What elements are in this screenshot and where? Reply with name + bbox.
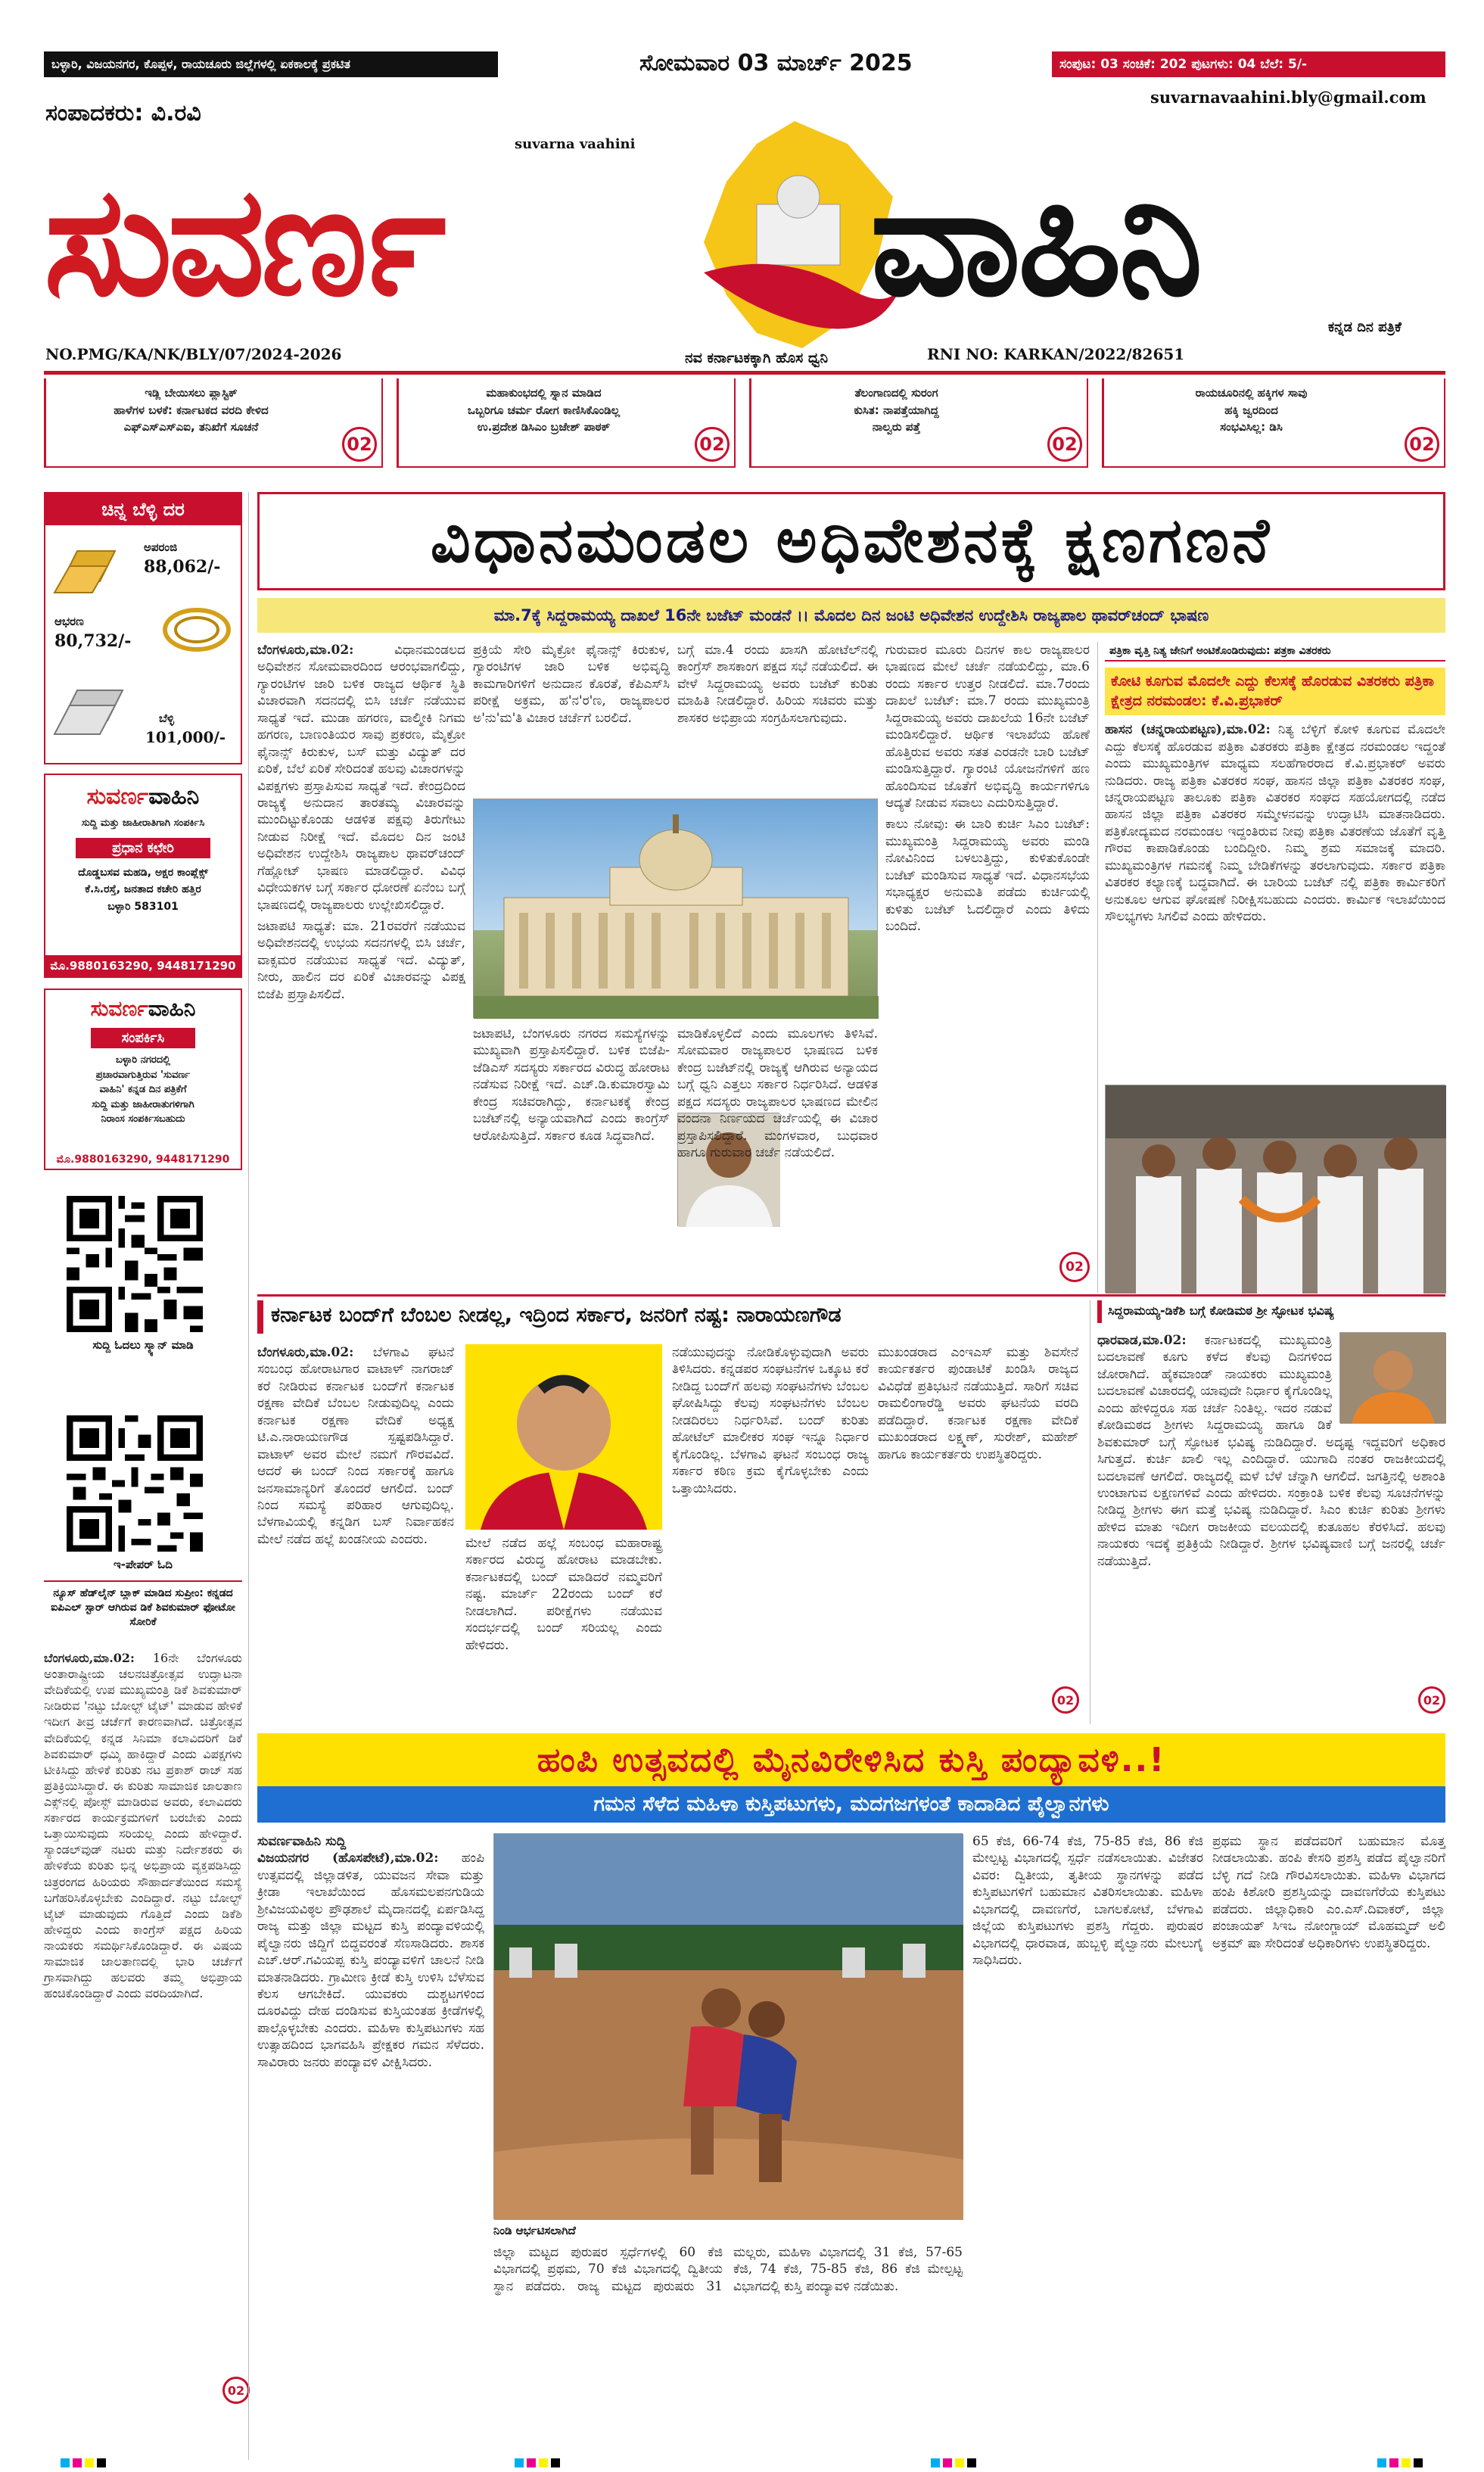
lead-col4-text: ಗುರುವಾರ ಮೂರು ದಿನಗಳ ಕಾಲ ರಾಜ್ಯಪಾಲರ ಭಾಷಣದ ಮೇಲೆ ಚರ್ಚೆ ನಡೆಯಲಿದ್ದು, ಮಾ.6 ರಂದು ಸರ್ಕಾರ ಉತ್ತರ ನೀಡಲಿದೆ. ಮಾ.7ರಂದು ದಾಖಲೆ ಬಜೆಟ್: ಮಾ.7 ರಂದು ಮುಖ್ಯಮಂತ್ರಿ ಸಿದ್ದರಾಮಯ್ಯ ಅವರು ದಾಖಲೆಯ 16ನೇ ಬಜೆಟ್ ಮಂಡಿಸಲಿದ್ದಾರೆ. ಆರ್ಥಿಕ ಇಲಾಖೆಯ ಹೊಣೆ ಹೊತ್ತಿರುವ ಅವರು ಸತತ ಎರಡನೇ ಬಾರಿ ಬಜೆಟ್ ಮಂಡಿಸುತ್ತಿದ್ದಾರೆ. ಗ್ಯಾರಂಟಿ ಯೋಜನೆಗಳಿಗೆ ಹಣ ಹೊಂದಿಸುವ ಜೊತೆಗೆ ಅಭಿವೃದ್ಧಿ ಕಾರ್ಯಗಳಿಗೂ ಆದ್ಯತೆ ನೀಡುವ ಸವಾಲು ಎದುರಿಸುತ್ತಿದ್ದಾರೆ. <box>885 643 1090 811</box>
contact-ad-1 <box>44 774 242 978</box>
hampi-story <box>257 1733 1445 2452</box>
teaser-1-line-1: ಇಡ್ಲಿ ಬೇಯಿಸಲು ಪ್ಲಾಸ್ಟಿಕ್ <box>145 386 238 400</box>
teaser-1-line-3: ಎಫ್‌ಎಸ್‌ಎಸ್‌ಎಐ, ತನಿಖೆಗೆ ಸೂಚನೆ <box>123 420 259 434</box>
teaser-1-page: 02 <box>342 427 377 462</box>
aabharana-value: 80,732/- <box>54 631 132 651</box>
gold-value: 88,062/- <box>144 557 221 577</box>
teaser-2-line-1: ಮಹಾಕುಂಭದಲ್ಲಿ ಸ್ನಾನ ಮಾಡಿದ <box>486 386 602 400</box>
felicitation-photo <box>1105 1085 1445 1293</box>
sidebar-story-dateline: ಬೆಂಗಳೂರು,ಮಾ.02: <box>44 1651 135 1665</box>
rni-number: RNI NO: KARKAN/2022/82651 <box>927 345 1185 363</box>
vidhana-soudha-photo <box>473 799 878 1018</box>
gold-label: ಅಪರಂಜಿ <box>144 540 178 554</box>
hampi-dateline: ವಿಜಯನಗರ (ಹೊಸಪೇಟೆ),ಮಾ.02: <box>257 1851 439 1866</box>
lead-dateline: ಬೆಂಗಳೂರು,ಮಾ.02: <box>257 643 354 658</box>
masthead-left: ಸುವರ್ಣ <box>44 154 442 330</box>
lead-col1b-text: ಜಟಾಪಟಿ ಸಾಧ್ಯತೆ: ಮಾ. 21ರವರೆಗೆ ನಡೆಯುವ ಅಧಿವೇಶನದಲ್ಲಿ ಉಭಯ ಸದನಗಳಲ್ಲಿ ಬಿಸಿ ಚರ್ಚೆ, ವಾಕ್ಸಮರ ನಡೆಯುವ ಸಾಧ್ಯತೆ ಇದೆ. ವಿದ್ಯುತ್, ನೀರು, ಹಾಲಿನ ದರ ಏರಿಕೆ ವಿಚಾರವನ್ನು ವಿಪಕ್ಷ ಬಿಜೆಪಿ ಪ್ರಸ್ತಾಪಿಸಲಿದೆ. <box>257 919 465 1002</box>
lead-divider <box>1097 642 1098 1293</box>
lead-col3-text: ಬಗ್ಗೆ ಮಾ.4 ರಂದು ಖಾಸಗಿ ಹೋಟೆಲ್‌ನಲ್ಲಿ ಕಾಂಗ್ರೆಸ್ ಶಾಸಕಾಂಗ ಪಕ್ಷದ ಸಭೆ ನಡೆಯಲಿದೆ. ಈ ವೇಳೆ ಸಿದ್ದರಾಮಯ್ಯ ಅವರು ಬಜೆಟ್ ಕುರಿತು ಮಾಹಿತಿ ನೀಡಲಿದ್ದಾರೆ. ಹಿರಿಯ ಸಚಿವರು ಮತ್ತು ಶಾಸಕರ ಅಭಿಪ್ರಾಯ ಸಂಗ್ರಹಿಸಲಾಗುವುದು. <box>677 643 878 726</box>
lead-col-4 <box>885 642 1090 1293</box>
ad2-title: ಸಂಪರ್ಕಿಸಿ <box>91 1028 195 1048</box>
hampi-col4-text: ಪ್ರಥಮ ಸ್ಥಾನ ಪಡೆದವರಿಗೆ ಬಹುಮಾನ ಮೊತ್ತ ನೀಡಲಾಯಿತು. ಹಂಪಿ ಕೇಸರಿ ಪ್ರಶಸ್ತಿ ಪಡೆದ ಪೈಲ್ವಾನರಿಗೆ ಬೆಳ್ಳಿ ಗದೆ ನೀಡಿ ಗೌರವಿಸಲಾಯಿತು. ಮಹಿಳಾ ವಿಭಾಗದ ಹಂಪಿ ಕಿಶೋರಿ ಪ್ರಶಸ್ತಿಯನ್ನು ದಾವಣಗೆರೆಯ ಕುಸ್ತಿಪಟು ಪಡೆದರು. ಜಿಲ್ಲಾಧಿಕಾರಿ ಎಂ.ಎಸ್.ದಿವಾಕರ್, ಜಿಲ್ಲಾ ಪಂಚಾಯತ್ ಸಿಇಒ ನೋಂಗ್ಜಾಯ್ ಮೊಹಮ್ಮದ್ ಅಲಿ ಅಕ್ರಮ್ ಷಾ ಸೇರಿದಂತೆ ಅಧಿಕಾರಿಗಳು ಉಪಸ್ಥಿತರಿದ್ದರು. <box>1212 1834 1445 1951</box>
teaser-3-page: 02 <box>1047 427 1082 462</box>
sidebar-story-page: 02 <box>222 2377 250 2404</box>
ad2-line-4: ಸುದ್ದಿ ಮತ್ತು ಜಾಹೀರಾತುಗಳಿಗಾಗಿ <box>92 1098 194 1110</box>
teaser-4-page: 02 <box>1405 427 1439 462</box>
teaser-row <box>44 378 1445 469</box>
bandh-story-page: 02 <box>1052 1686 1079 1714</box>
hampi-col-2 <box>493 2244 963 2445</box>
bandh-col-2 <box>465 1535 662 1723</box>
silver-bar-icon <box>54 668 130 736</box>
hampi-reporter: ಸುವರ್ಣವಾಹಿನಿ ಸುದ್ದಿ <box>257 1834 347 1849</box>
editor-name: ಸಂಪಾದಕರು: ವಿ.ರವಿ <box>45 100 201 126</box>
wrestling-photo <box>493 1833 963 2219</box>
hampi-banner <box>257 1733 1445 1786</box>
bandh-story <box>257 1300 1082 1724</box>
teaser-4[interactable] <box>1102 378 1445 468</box>
bandh-col4-text: ಮುಖಂಡರಾದ ಎಂಇಎಸ್ ಮತ್ತು ಶಿವಸೇನೆ ಕಾರ್ಯಕರ್ತರ ಪುಂಡಾಟಿಕೆ ಖಂಡಿಸಿ ರಾಜ್ಯದ ವಿವಿಧೆಡೆ ಪ್ರತಿಭಟನೆ ನಡೆಯುತ್ತಿದೆ. ಸಾರಿಗೆ ಸಚಿವ ರಾಮಲಿಂಗಾರೆಡ್ಡಿ ಅವರು ಘಟನೆಯ ವರದಿ ಪಡೆದಿದ್ದಾರೆ. ಕರ್ನಾಟಕ ರಕ್ಷಣಾ ವೇದಿಕೆ ಮುಖಂಡರಾದ ಲಕ್ಷ್ಮಣ್, ಸುರೇಶ್, ಮಹೇಶ್ ಹಾಗೂ ಕಾರ್ಯಕರ್ತರು ಉಪಸ್ಥಿತರಿದ್ದರು. <box>878 1345 1078 1462</box>
bandh-headline: ಕರ್ನಾಟಕ ಬಂದ್‌ಗೆ ಬೆಂಬಲ ನೀಡಲ್ಲ, ಇದ್ರಿಂದ ಸರ್ಕಾರ, ಜನರಿಗೆ ನಷ್ಟ: ನಾರಾಯಣಗೌಡ <box>257 1300 1082 1334</box>
ad2-line-1: ಬಳ್ಳಾರಿ ನಗರದಲ್ಲಿ <box>115 1054 171 1066</box>
lead-subhead-text: ಮಾ.7ಕ್ಕೆ ಸಿದ್ದರಾಮಯ್ಯ ದಾಖಲೆ 16ನೇ ಬಜೆಟ್ ಮಂಡನೆ ।। ಮೊದಲ ದಿನ ಜಂಟಿ ಅಧಿವೇಶನ ಉದ್ದೇಶಿಸಿ ರಾಜ್ಯಪಾಲ ಥಾವರ್‌ಚಂದ್ ಭಾಷಣ <box>493 606 1209 624</box>
lead-col-3-top <box>677 642 878 793</box>
sidebar-story-body <box>44 1650 242 2414</box>
teaser-4-line-1: ರಾಯಚೂರಿನಲ್ಲಿ ಹಕ್ಕಿಗಳ ಸಾವು <box>1195 386 1308 400</box>
right-story-dateline: ಹಾಸನ (ಚನ್ನರಾಯಪಟ್ಟಣ),ಮಾ.02: <box>1105 722 1271 738</box>
districts-strip-text: ಬಳ್ಳಾರಿ, ವಿಜಯನಗರ, ಕೊಪ್ಪಳ, ರಾಯಚೂರು ಜಿಲ್ಲೆಗಳಲ್ಲಿ ಏಕಕಾಲಕ್ಕೆ ಪ್ರಕಟಿತ <box>51 57 350 71</box>
gold-bar-icon <box>54 536 123 596</box>
gold-silver-box <box>44 492 242 764</box>
ad1-address-3: ಬಳ್ಳಾರಿ 583101 <box>107 900 179 913</box>
bandh-col3-text: ನಡೆಯುವುದನ್ನು ನೋಡಿಕೊಳ್ಳುವುದಾಗಿ ಅವರು ತಿಳಿಸಿದರು. ಕನ್ನಡಪರ ಸಂಘಟನೆಗಳ ಒಕ್ಕೂಟ ಕರೆ ನೀಡಿದ್ದ ಬಂದ್‌ಗೆ ಹಲವು ಸಂಘಟನೆಗಳು ಬೆಂಬಲ ಘೋಷಿಸಿದ್ದು ಕೆಲವು ಸಂಘಟನೆಗಳು ಬೆಂಬಲ ನೀಡದಿರಲು ನಿರ್ಧರಿಸಿವೆ. ಬಂದ್ ಕುರಿತು ಹೋಟೆಲ್ ಮಾಲೀಕರ ಸಂಘ ಇನ್ನೂ ನಿರ್ಧಾರ ಕೈಗೊಂಡಿಲ್ಲ. ಬೆಳಗಾವಿ ಘಟನೆ ಸಂಬಂಧ ರಾಜ್ಯ ಸರ್ಕಾರ ಕಠಿಣ ಕ್ರಮ ಕೈಗೊಳ್ಳಬೇಕು ಎಂದು ಒತ್ತಾಯಿಸಿದರು. <box>672 1345 869 1496</box>
qr-code-news[interactable] <box>67 1196 203 1332</box>
teaser-2[interactable] <box>397 378 736 468</box>
wrestling-photo-caption: ನಿಂಡಿ ಆರ್ಭಟಿಸಲಾಗಿದೆ <box>493 2224 576 2237</box>
teaser-2-line-3: ಉ.ಪ್ರದೇಶ ಡಿಸಿಎಂ ಬ್ರಜೇಶ್ ಪಾಠಕ್ <box>477 420 611 434</box>
ad2-line-2: ಪ್ರಚಾರವಾಗುತ್ತಿರುವ 'ಸುವರ್ಣ <box>95 1069 191 1081</box>
qr-code-epaper[interactable] <box>67 1415 203 1552</box>
kodimath-dateline: ಧಾರವಾಡ,ಮಾ.02: <box>1097 1333 1187 1348</box>
sidebar-story-rule <box>44 1580 242 1582</box>
lead-story <box>257 492 1445 1294</box>
ad2-logo-left: ಸುವರ್ಣ <box>90 996 148 1021</box>
ad1-address-1: ದೊಡ್ಡಬಸವ ಮಹಡಿ, ಅಕ್ಷರ ಕಾಂಪ್ಲೆಕ್ಸ್ <box>78 867 208 879</box>
lead-headline: ವಿಧಾನಮಂಡಲ ಅಧಿವೇಶನಕ್ಕೆ ಕ್ಷಣಗಣನೆ <box>430 505 1273 577</box>
teaser-2-page: 02 <box>695 427 730 462</box>
header-rule <box>44 371 1445 375</box>
districts-strip <box>44 51 498 77</box>
qr-epaper-caption: ಇ-ಪೇಪರ್ ಓದಿ <box>114 1558 173 1571</box>
teaser-3-line-2: ಕುಸಿತ: ನಾಪತ್ತೆಯಾಗಿದ್ದ <box>854 403 939 417</box>
right-story-text: ನಿತ್ಯ ಬೆಳ್ಳಿಗೆ ಕೋಳಿ ಕೂಗುವ ಮೊದಲೇ ಎದ್ದು ಕೆಲಸಕ್ಕೆ ಹೊರಡುವ ಪತ್ರಿಕಾ ವಿತರಕರು ಪತ್ರಿಕಾ ಕ್ಷೇತ್ರದ ನರಮಂಡಲ ಇದ್ದಂತೆ ಎಂದು ಮುಖ್ಯಮಂತ್ರಿಗಳ ಮಾಧ್ಯಮ ಸಲಹೆಗಾರರಾದ ಕೆ.ವಿ.ಪ್ರಭಾಕರ್ ಅವರು ನುಡಿದರು. ರಾಜ್ಯ ಪತ್ರಿಕಾ ವಿತರಕರ ಸಂಘ, ಹಾಸನ ಜಿಲ್ಲಾ ಪತ್ರಿಕಾ ವಿತರಕರ ಸಂಘ, ಚನ್ನರಾಯಪಟ್ಟಣ ತಾಲೂಕು ಪತ್ರಿಕಾ ವಿತರಕರ ಸಂಘದ ಸಹಯೋಗದಲ್ಲಿ ನಡೆದ ಹಾಸನ ಜಿಲ್ಲಾ ಪತ್ರಿಕಾ ವಿತರಕರ ಸಮ್ಮೇಳನವನ್ನು ಉದ್ಘಾಟಿಸಿ ಮಾತನಾಡಿದರು. ಪತ್ರಿಕೋದ್ಯಮದ ನರಮಂಡಲ ಇದ್ದಂತಿರುವ ನೀವು ಪತ್ರಿಕಾ ವಿತರಣೆಯ ಜೊತೆಗೆ ವೃತ್ತಿ ಗೌರವ ಕಾಪಾಡಿಕೊಂಡು ಬಂದಿದ್ದೀರಿ. ನಿಮ್ಮ ಶ್ರಮ ಸಮಾಜಕ್ಕೆ ಮಾದರಿ. ಮುಖ್ಯಮಂತ್ರಿಗಳ ಗಮನಕ್ಕೆ ನಿಮ್ಮ ಬೇಡಿಕೆಗಳನ್ನು ತರಲಾಗುವುದು. ಸರ್ಕಾರ ಪತ್ರಿಕಾ ವಿತರಕರ ಕಲ್ಯಾಣಕ್ಕೆ ಬದ್ಧವಾಗಿದೆ. ಈ ಬಾರಿಯ ಬಜೆಟ್ ನಲ್ಲಿ ಪತ್ರಿಕಾ ಕಾರ್ಮಿಕರಿಗೆ ಅನುಕೂಲ ಆಗುವ ಘೋಷಣೆ ನಿರೀಕ್ಷಿಸಬಹುದು ಎಂದರು. ಕಾರ್ಮಿಕ ಇಲಾಖೆಯಿಂದ ಸೌಲಭ್ಯಗಳು ಸಿಗಲಿವೆ ಎಂದು ಹೇಳಿದರು. <box>1105 722 1445 925</box>
lead-col4b-text: ಕಾಲು ನೋವು: ಈ ಬಾರಿ ಕುರ್ಚಿ ಸಿಎಂ ಬಜೆಟ್: ಮುಖ್ಯಮಂತ್ರಿ ಸಿದ್ದರಾಮಯ್ಯ ಅವರು ಮಂಡಿ ನೋವಿನಿಂದ ಬಳಲುತ್ತಿದ್ದು, ಕುಳಿತುಕೊಂಡೇ ಬಜೆಟ್ ಮಂಡಿಸುವ ಸಾಧ್ಯತೆ ಇದೆ. ವಿಧಾನಸಭೆಯ ಸಭಾಧ್ಯಕ್ಷರ ಅನುಮತಿ ಪಡೆದು ಕುರ್ಚಿಯಲ್ಲಿ ಕುಳಿತು ಬಜೆಟ್ ಓದಲಿದ್ದಾರೆ ಎಂದು ತಿಳಿದು ಬಂದಿದೆ. <box>885 817 1090 934</box>
ad2-logo <box>45 990 241 1028</box>
bandh-col-1 <box>257 1344 454 1723</box>
hampi-subhead <box>257 1786 1445 1823</box>
bandh-col-4 <box>878 1344 1078 1723</box>
lead-col-2-bottom <box>473 1026 670 1290</box>
print-color-marks <box>61 2456 1423 2465</box>
jewellery-icon <box>159 599 235 660</box>
tagline: ನವ ಕರ್ನಾಟಕಕ್ಕಾಗಿ ಹೊಸ ಧ್ವನಿ <box>685 350 829 366</box>
right-story-headline: ಕೋಟಿ ಕೂಗುವ ಮೊದಲೇ ಎದ್ದು ಕೆಲಸಕ್ಕೆ ಹೊರಡುವ ವಿತರಕರು ಪತ್ರಿಕಾ ಕ್ಷೇತ್ರದ ನರಮಂಡಲ: ಕೆ.ವಿ.ಪ್ರಭಾಕರ್ <box>1105 668 1445 715</box>
lead-headline-box <box>257 492 1445 590</box>
second-row-rule <box>257 1294 1445 1297</box>
teaser-4-line-3: ಸಂಭವಿಸಿಲ್ಲ: ಡಿಸಿ <box>1220 420 1283 434</box>
issue-info-text: ಸಂಪುಟ: 03 ಸಂಚಿಕೆ: 202 ಪುಟಗಳು: 04 ಬೆಲೆ: 5/- <box>1059 57 1308 72</box>
contact-email[interactable]: suvarnavaahini.bly@gmail.com <box>1150 88 1426 107</box>
right-story-body <box>1105 721 1445 1054</box>
ad1-office: ಪ್ರಧಾನ ಕಛೇರಿ <box>76 838 210 858</box>
teaser-1-line-2: ಹಾಳೆಗಳ ಬಳಕೆ: ಕರ್ನಾಟಕದ ವರದಿ ಕೇಳಿದ <box>114 403 269 417</box>
daily-label: ಕನ್ನಡ ದಿನ ಪತ್ರಿಕೆ <box>1328 319 1402 335</box>
ad1-address-2: ಕೆ.ಸಿ.ರಸ್ತೆ, ಜನತಾದ ಕಚೇರಿ ಹತ್ತಿರ <box>85 883 201 896</box>
kodimath-page: 02 <box>1418 1686 1445 1714</box>
left-sidebar <box>44 492 245 2460</box>
ad1-logo-right: ವಾಹಿನಿ <box>148 783 200 810</box>
lead-subhead <box>257 598 1445 633</box>
gold-silver-title: ಚಿನ್ನ ಬೆಳ್ಳಿ ದರ <box>45 493 241 525</box>
masthead-right: ವಾಹಿನಿ <box>870 154 1200 330</box>
hampi-subhead-text: ಗಮನ ಸೆಳೆದ ಮಹಿಳಾ ಕುಸ್ತಿಪಟುಗಳು, ಮದಗಜಗಳಂತೆ ಕಾದಾಡಿದ ಪೈಲ್ವಾನಗಳು <box>593 1792 1109 1816</box>
ad1-subtitle: ಸುದ್ದಿ ಮತ್ತು ಜಾಹೀರಾತಿಗಾಗಿ ಸಂಪರ್ಕಿಸಿ <box>81 817 205 829</box>
lead-story-page: 02 <box>1059 1252 1090 1282</box>
hampi-col3-text: 65 ಕೆಜಿ, 66-74 ಕೆಜಿ, 75-85 ಕೆಜಿ, 86 ಕೆಜಿ ಮೇಲ್ಪಟ್ಟ ವಿಭಾಗದಲ್ಲಿ ಸ್ಪರ್ಧೆ ನಡೆಸಲಾಯಿತು. ವಿಜೇತರ ವಿವರ: ದ್ವಿತೀಯ, ತೃತೀಯ ಸ್ಥಾನಗಳನ್ನು ಪಡೆದ ಕುಸ್ತಿಪಟುಗಳಿಗೆ ಬಹುಮಾನ ವಿತರಿಸಲಾಯಿತು. ಮಹಿಳಾ ವಿಭಾಗದಲ್ಲಿ ದಾವಣಗೆರೆ, ಬಾಗಲಕೋಟೆ, ಬೆಳಗಾವಿ ಜಿಲ್ಲೆಯ ಕುಸ್ತಿಪಟುಗಳು ಪ್ರಶಸ್ತಿ ಗೆದ್ದರು. ಪುರುಷರ ವಿಭಾಗದಲ್ಲಿ ಧಾರವಾಡ, ಹುಬ್ಬಳ್ಳಿ ಪೈಲ್ವಾನರು ಮೇಲುಗೈ ಸಾಧಿಸಿದರು. <box>972 1834 1203 1969</box>
teaser-4-line-2: ಹಕ್ಕಿ ಜ್ವರದಿಂದ <box>1224 403 1278 417</box>
ad1-phone[interactable]: ಮೊ.9880163290, 9448171290 <box>45 955 241 976</box>
lead-col2-bottom-text: ಜಟಾಪಟಿ, ಬೆಂಗಳೂರು ನಗರದ ಸಮಸ್ಯೆಗಳನ್ನು ಮುಖ್ಯವಾಗಿ ಪ್ರಸ್ತಾಪಿಸಲಿದ್ದಾರೆ. ಬಳಿಕ ಬಿಜೆಪಿ-ಜೆಡಿಎಸ್ ಸದಸ್ಯರು ಸರ್ಕಾರದ ವಿರುದ್ಧ ಹೋರಾಟ ನಡೆಸುವ ನಿರೀಕ್ಷೆ ಇದೆ. ಎಚ್.ಡಿ.ಕುಮಾರಸ್ವಾಮಿ ಕೇಂದ್ರ ಸಚಿವರಾಗಿದ್ದು, ಕರ್ನಾಟಕಕ್ಕೆ ಕೇಂದ್ರ ಬಜೆಟ್‌ನಲ್ಲಿ ಅನ್ಯಾಯವಾಗಿದೆ ಎಂದು ಕಾಂಗ್ರೆಸ್ ಆರೋಪಿಸುತ್ತಿದೆ. ಸರ್ಕಾರ ಕೂಡ ಸಿದ್ಧವಾಗಿದೆ. <box>473 1026 670 1144</box>
registration-number: NO.PMG/KA/NK/BLY/07/2024-2026 <box>45 345 342 363</box>
kodimath-story <box>1097 1300 1445 1724</box>
header <box>0 0 1484 394</box>
hampi-col1-text: ಹಂಪಿ ಉತ್ಸವದಲ್ಲಿ ಜಿಲ್ಲಾಡಳಿತ, ಯುವಜನ ಸೇವಾ ಮತ್ತು ಕ್ರೀಡಾ ಇಲಾಖೆಯಿಂದ ಹೊಸಮಲಪನಗುಡಿಯ ಶ್ರೀವಿಜಯವಿಠ್ಠಲ ಪ್ರೌಢಶಾಲೆ ಮೈದಾನದಲ್ಲಿ ಏರ್ಪಡಿಸಿದ್ದ ರಾಜ್ಯ ಮತ್ತು ಜಿಲ್ಲಾ ಮಟ್ಟದ ಕುಸ್ತಿ ಪಂದ್ಯಾವಳಿಯಲ್ಲಿ ಪೈಲ್ವಾನರು ಜಿದ್ದಿಗೆ ಬಿದ್ದವರಂತೆ ಸೆಣಸಾಡಿದರು. ಶಾಸಕ ಎಚ್.ಆರ್.ಗವಿಯಪ್ಪ ಕುಸ್ತಿ ಪಂದ್ಯಾವಳಿಗೆ ಚಾಲನೆ ನೀಡಿ ಮಾತನಾಡಿದರು. ಗ್ರಾಮೀಣ ಕ್ರೀಡೆ ಕುಸ್ತಿ ಉಳಿಸಿ ಬೆಳೆಸುವ ಕೆಲಸ ಆಗಬೇಕಿದೆ. ಯುವಕರು ದುಶ್ಚಟಗಳಿಂದ ದೂರವಿದ್ದು ದೇಹ ದಂಡಿಸುವ ಕುಸ್ತಿಯಂತಹ ಕ್ರೀಡೆಗಳಲ್ಲಿ ಪಾಲ್ಗೊಳ್ಳಬೇಕು ಎಂದರು. ಮಹಿಳಾ ಕುಸ್ತಿಪಟುಗಳು ಸಹ ಉತ್ಸಾಹದಿಂದ ಭಾಗವಹಿಸಿ ಪ್ರೇಕ್ಷಕರ ಗಮನ ಸೆಳೆದರು. ಸಾವಿರಾರು ಜನರು ಪಂದ್ಯಾವಳಿ ವೀಕ್ಷಿಸಿದರು. <box>257 1851 484 2070</box>
bandh-col1-text: ಬೆಳಗಾವಿ ಘಟನೆ ಸಂಬಂಧ ಹೋರಾಟಗಾರ ವಾಟಾಳ್ ನಾಗರಾಜ್ ಕರೆ ನೀಡಿರುವ ಕರ್ನಾಟಕ ಬಂದ್‌ಗೆ ಕರ್ನಾಟಕ ರಕ್ಷಣಾ ವೇದಿಕೆ ಬೆಂಬಲ ನೀಡುವುದಿಲ್ಲ ಎಂದು ಕರ್ನಾಟಕ ರಕ್ಷಣಾ ವೇದಿಕೆ ಅಧ್ಯಕ್ಷ ಟಿ.ಎ.ನಾರಾಯಣಗೌಡ ಸ್ಪಷ್ಟಪಡಿಸಿದ್ದಾರೆ. ವಾಟಾಳ್ ಅವರ ಮೇಲೆ ನಮಗೆ ಗೌರವವಿದೆ. ಆದರೆ ಈ ಬಂದ್ ನಿಂದ ಸರ್ಕಾರಕ್ಕೆ ಹಾಗೂ ಜನಸಾಮಾನ್ಯರಿಗೆ ತೊಂದರೆ ಆಗಲಿದೆ. ಬಂದ್ ನಿಂದ ಸಮಸ್ಯೆ ಪರಿಹಾರ ಆಗುವುದಿಲ್ಲ. ಬೆಳಗಾವಿಯಲ್ಲಿ ಕನ್ನಡಿಗ ಬಸ್ ನಿರ್ವಾಹಕನ ಮೇಲೆ ನಡೆದ ಹಲ್ಲೆ ಖಂಡನೀಯ ಎಂದರು. <box>257 1345 454 1547</box>
lead-col-1 <box>257 642 465 1293</box>
teaser-1[interactable] <box>44 378 383 468</box>
ad2-line-3: ವಾಹಿನಿ' ಕನ್ನಡ ದಿನ ಪತ್ರಿಕೆಗೆ <box>99 1084 187 1095</box>
ad1-logo-left: ಸುವರ್ಣ <box>86 783 149 810</box>
lead-col-2-top <box>473 642 670 793</box>
issue-info <box>1052 51 1445 77</box>
bandh-col2-text: ಮೇಲೆ ನಡೆದ ಹಲ್ಲೆ ಸಂಬಂಧ ಮಹಾರಾಷ್ಟ್ರ ಸರ್ಕಾರದ ವಿರುದ್ಧ ಹೋರಾಟ ಮಾಡಬೇಕು. ಕರ್ನಾಟಕದಲ್ಲಿ ಬಂದ್ ಮಾಡಿದರೆ ನಮ್ಮವರಿಗೆ ನಷ್ಟ. ಮಾರ್ಚ್ 22ರಂದು ಬಂದ್ ಕರೆ ನೀಡಲಾಗಿದೆ. ಪರೀಕ್ಷೆಗಳು ನಡೆಯುವ ಸಂದರ್ಭದಲ್ಲಿ ಬಂದ್ ಸರಿಯಲ್ಲ ಎಂದು ಹೇಳಿದರು. <box>465 1536 662 1653</box>
ad2-phone[interactable]: ಮೊ.9880163290, 9448171290 <box>56 1153 230 1166</box>
kodimath-text: ಕರ್ನಾಟಕದಲ್ಲಿ ಮುಖ್ಯಮಂತ್ರಿ ಬದಲಾವಣೆ ಕೂಗು ಕಳೆದ ಕೆಲವು ದಿನಗಳಿಂದ ಜೋರಾಗಿದೆ. ಹೈಕಮಾಂಡ್ ನಾಯಕರು ಮುಖ್ಯಮಂತ್ರಿ ಬದಲಾವಣೆ ವಿಚಾರದಲ್ಲಿ ಯಾವುದೇ ನಿರ್ಧಾರ ಕೈಗೊಂಡಿಲ್ಲ ಎಂದು ಹೇಳಿದ್ದರೂ ಸಹ ಚರ್ಚೆ ನಿಂತಿಲ್ಲ. ಇದರ ನಡುವೆ ಕೋಡಿಮಠದ ಶ್ರೀಗಳು ಸಿದ್ದರಾಮಯ್ಯ ಹಾಗೂ ಡಿಕೆ ಶಿವಕುಮಾರ್ ಬಗ್ಗೆ ಸ್ಫೋಟಕ ಭವಿಷ್ಯ ನುಡಿದಿದ್ದಾರೆ. ಅದೃಷ್ಟ ಇದ್ದವರಿಗೆ ಅಧಿಕಾರ ಸಿಗುತ್ತದೆ. ಕುರ್ಚಿ ಖಾಲಿ ಇಲ್ಲ ಎಂದಿದ್ದಾರೆ. ಯುಗಾದಿ ನಂತರ ರಾಜಕೀಯದಲ್ಲಿ ಬದಲಾವಣೆ ಆಗಲಿದೆ. ರಾಜ್ಯದಲ್ಲಿ ಮಳೆ ಬೆಳೆ ಚೆನ್ನಾಗಿ ಆಗಲಿದೆ. ಜಗತ್ತಿನಲ್ಲಿ ಅಶಾಂತಿ ಉಂಟಾಗುವ ಲಕ್ಷಣಗಳಿವೆ ಎಂದು ಹೇಳಿದರು. ಸಂಕ್ರಾಂತಿ ಬಳಿಕ ಕೆಲವು ಸೂಚನೆಗಳನ್ನು ನೀಡಿದ್ದ ಶ್ರೀಗಳು ಈಗ ಮತ್ತೆ ಭವಿಷ್ಯ ನುಡಿದಿದ್ದಾರೆ. ಸಿಎಂ ಕುರ್ಚಿ ಕುರಿತು ಶ್ರೀಗಳು ಹೇಳಿದ ಮಾತು ಇದೀಗ ರಾಜಕೀಯ ವಲಯದಲ್ಲಿ ಕುತೂಹಲ ಕೆರಳಿಸಿದೆ. ಹಲವು ನಾಯಕರು ಇದಕ್ಕೆ ಪ್ರತಿಕ್ರಿಯೆ ನೀಡಿದ್ದಾರೆ. ಶ್ರೀಗಳ ಭವಿಷ್ಯವಾಣಿ ಬಗ್ಗೆ ಜನರಲ್ಲಿ ಚರ್ಚೆ ನಡೆಯುತ್ತಿದೆ. <box>1097 1333 1445 1569</box>
lead-col3-bottom-text: ಮಾಡಿಕೊಳ್ಳಲಿದೆ ಎಂದು ಮೂಲಗಳು ತಿಳಿಸಿವೆ. ಸೋಮವಾರ ರಾಜ್ಯಪಾಲರ ಭಾಷಣದ ಬಳಿಕ ಕೇಂದ್ರ ಬಜೆಟ್‌ನಲ್ಲಿ ರಾಜ್ಯಕ್ಕೆ ಆಗಿರುವ ಅನ್ಯಾಯದ ಬಗ್ಗೆ ಧ್ವನಿ ಎತ್ತಲು ಸರ್ಕಾರ ನಿರ್ಧರಿಸಿದೆ. ಆಡಳಿತ ಪಕ್ಷದ ಸದಸ್ಯರು ರಾಜ್ಯಪಾಲರ ಭಾಷಣದ ಮೇಲಿನ ವಂದನಾ ನಿರ್ಣಯದ ಚರ್ಚೆಯಲ್ಲಿ ಈ ವಿಚಾರ ಪ್ರಸ್ತಾಪಿಸಲಿದ್ದಾರೆ. ಮಂಗಳವಾರ, ಬುಧವಾರ ಹಾಗೂ ಗುರುವಾರ ಚರ್ಚೆ ನಡೆಯಲಿದೆ. <box>677 1026 878 1161</box>
ad2-logo-right: ವಾಹಿನಿ <box>148 996 196 1021</box>
lead-col2-top-text: ಪ್ರಕ್ರಿಯೆ ಸೇರಿ ಮೈಕ್ರೋ ಫೈನಾನ್ಸ್ ಕಿರುಕುಳ, ಗ್ಯಾರಂಟಿಗಳ ಜಾರಿ ಬಳಿಕ ಅಭಿವೃದ್ಧಿ ಕಾಮಗಾರಿಗಳಿಗೆ ಅನುದಾನ ಕೊರತೆ, ಕೆಪಿಎಸ್‌ಸಿ ಪರೀಕ್ಷೆ ಅಕ್ರಮ, ಹ'ನ'ರ'ಣ, ರಾಜ್ಯಪಾಲರ ಅ'ನು'ಮ'ತಿ ವಿಚಾರ ಚರ್ಚೆಗೆ ಬರಲಿದೆ. <box>473 643 670 726</box>
kodimath-kicker: ಸಿದ್ದರಾಮಯ್ಯ-ಡಿಕೆಶಿ ಬಗ್ಗೆ ಕೋಡಿಮಠ ಶ್ರೀ ಸ್ಫೋಟಕ ಭವಿಷ್ಯ <box>1097 1300 1445 1323</box>
sidebar-divider <box>248 492 249 2460</box>
teaser-3-line-1: ತೆಲಂಗಾಣದಲ್ಲಿ ಸುರಂಗ <box>854 386 938 400</box>
teaser-3-line-3: ನಾಲ್ವರು ಪತ್ತೆ <box>872 420 921 434</box>
bandh-dateline: ಬೆಂಗಳೂರು,ಮಾ.02: <box>257 1345 354 1360</box>
qr-news-caption: ಸುದ್ದಿ ಓದಲು ಸ್ಕ್ಯಾನ್ ಮಾಡಿ <box>92 1338 194 1352</box>
narayana-gowda-photo <box>465 1344 662 1530</box>
bandh-col-3 <box>672 1344 869 1723</box>
hampi-col2-text: ಜಿಲ್ಲಾ ಮಟ್ಟದ ಪುರುಷರ ಸ್ಪರ್ಧೆಗಳಲ್ಲಿ 60 ಕೆಜಿ ವಿಭಾಗದಲ್ಲಿ ಪ್ರಥಮ, 70 ಕೆಜಿ ವಿಭಾಗದಲ್ಲಿ ದ್ವಿತೀಯ ಸ್ಥಾನ ಪಡೆದರು. ರಾಜ್ಯ ಮಟ್ಟದ ಪುರುಷರು 31 ಮಲ್ಲರು, ಮಹಿಳಾ ವಿಭಾಗದಲ್ಲಿ 31 ಕೆಜಿ, 57-65 ಕೆಜಿ, 74 ಕೆಜಿ, 75-85 ಕೆಜಿ, 86 ಕೆಜಿ ಮೇಲ್ಪಟ್ಟ ವಿಭಾಗದಲ್ಲಿ ಕುಸ್ತಿ ಪಂದ್ಯಾವಳಿ ನಡೆಯಿತು. <box>493 2245 963 2294</box>
aabharana-label: ಆಭರಣ <box>54 615 84 628</box>
ad1-logo <box>45 775 241 817</box>
right-story <box>1105 642 1445 1293</box>
right-story-kicker: ಪತ್ರಿಕಾ ವೃತ್ತಿ ನಿತ್ಯ ಜೇನಿಗೆ ಅಂಟಿಕೊಂಡಿರುವುದು: ಪತ್ರಕಾ ವಿತರಕರು <box>1105 642 1445 662</box>
sidebar-story-headline: ನ್ಯೂಸ್ ಹೆಡ್‌ಲೈನ್ ಬ್ಲಾಕ್ ಮಾಡಿದ ಸುಪ್ರೀಂ: ಕನ್ನಡದ ಐಪಿಎಲ್ ಸ್ಟಾರ್ ಆಗಿರುವ ಡಿಕೆ ಶಿವಕುಮಾರ್ ಫೋಟೋ ಸೋರಿಕೆ <box>51 1587 235 1628</box>
hampi-col-4 <box>1212 1833 1445 2446</box>
kodimath-body <box>1097 1332 1445 1718</box>
lead-col1-text: ವಿಧಾನಮಂಡಲದ ಅಧಿವೇಶನ ಸೋಮವಾರದಿಂದ ಆರಂಭವಾಗಲಿದ್ದು, ಗ್ಯಾರಂಟಿಗಳ ಜಾರಿ ಬಳಿಕ ರಾಜ್ಯದ ಆರ್ಥಿಕ ಸ್ಥಿತಿ ವಿಚಾರವಾಗಿ ಸದನದಲ್ಲಿ ಬಿಸಿ ಚರ್ಚೆ ನಡೆಯುವ ಸಾಧ್ಯತೆ ಇದೆ. ಮುಡಾ ಹಗರಣ, ವಾಲ್ಮೀಕಿ ನಿಗಮ ಹಗರಣ, ಬಾಣಂತಿಯರ ಸಾವು ಪ್ರಕರಣ, ಮೈಕ್ರೋ ಫೈನಾನ್ಸ್ ಕಿರುಕುಳ, ಬಸ್ ಮತ್ತು ವಿದ್ಯುತ್ ದರ ಏರಿಕೆ, ಬೆಲೆ ಏರಿಕೆ ಸೇರಿದಂತೆ ಹಲವು ವಿಚಾರಗಳನ್ನು ವಿಪಕ್ಷಗಳು ಪ್ರಸ್ತಾಪಿಸುವ ಸಾಧ್ಯತೆ ಇದೆ. ಕೇಂದ್ರದಿಂದ ರಾಜ್ಯಕ್ಕೆ ಅನುದಾನ ತಾರತಮ್ಯ ವಿಚಾರವನ್ನು ಮುಂದಿಟ್ಟುಕೊಂಡು ಆಡಳಿತ ಪಕ್ಷವು ತಿರುಗೇಟು ನೀಡುವ ನಿರೀಕ್ಷೆ ಇದೆ. ಮೊದಲ ದಿನ ಜಂಟಿ ಅಧಿವೇಶನ ಉದ್ದೇಶಿಸಿ ರಾಜ್ಯಪಾಲ ಥಾವರ್‌ಚಂದ್ ಗೆಹ್ಲೋಟ್ ಭಾಷಣ ಮಾಡಲಿದ್ದಾರೆ. ವಿವಿಧ ವಿಧೇಯಕಗಳ ಬಗ್ಗೆ ಸರ್ಕಾರ ಧೋರಣೆ ಏನೆಂಬ ಬಗ್ಗೆ ಭಾಷಣದಲ್ಲಿ ರಾಜ್ಯಪಾಲರು ಉಲ್ಲೇಖಿಸಲಿದ್ದಾರೆ. <box>257 643 465 913</box>
hampi-banner-text: ಹಂಪಿ ಉತ್ಸವದಲ್ಲಿ ಮೈನವಿರೇಳಿಸಿದ ಕುಸ್ತಿ ಪಂದ್ಯಾವಳಿ..! <box>537 1740 1166 1779</box>
silver-label: ಬೆಳ್ಳಿ <box>159 711 174 725</box>
masthead-small: suvarna vaahini <box>515 136 636 152</box>
hampi-col-3 <box>972 1833 1203 2446</box>
lead-col-3-bottom <box>677 1026 878 1161</box>
silver-value: 101,000/- <box>145 728 226 746</box>
sidebar-story-text: 16ನೇ ಬೆಂಗಳೂರು ಅಂತಾರಾಷ್ಟ್ರೀಯ ಚಲನಚಿತ್ರೋತ್ಸವ ಉದ್ಘಾಟನಾ ವೇದಿಕೆಯಲ್ಲಿ ಉಪ ಮುಖ್ಯಮಂತ್ರಿ ಡಿಕೆ ಶಿವಕುಮಾರ್ ನೀಡಿರುವ 'ನಟ್ಟು ಬೋಲ್ಟ್ ಟೈಟ್' ಮಾಡುವ ಹೇಳಿಕೆ ಇದೀಗ ತೀವ್ರ ಚರ್ಚೆಗೆ ಕಾರಣವಾಗಿದೆ. ಚಿತ್ರೋತ್ಸವ ವೇದಿಕೆಯಲ್ಲಿ ಕನ್ನಡ ಸಿನಿಮಾ ಕಲಾವಿದರಿಗೆ ಡಿಕೆ ಶಿವಕುಮಾರ್ ಧಮ್ಕಿ ಹಾಕಿದ್ದಾರೆ ಎಂದು ವಿಪಕ್ಷಗಳು ಟೀಕಿಸಿದ್ದು ಹೇಳಿಕೆ ಕುರಿತು ನಟ ಪ್ರಕಾಶ್ ರಾಜ್ ಸಹ ಪ್ರತಿಕ್ರಿಯಿಸಿದ್ದಾರೆ. ಈ ಕುರಿತು ಸಾಮಾಜಿಕ ಜಾಲತಾಣ ಎಕ್ಸ್‌ನಲ್ಲಿ ಪೋಸ್ಟ್ ಮಾಡಿರುವ ಅವರು, ಕಲಾವಿದರು ಸರ್ಕಾರದ ಕಾರ್ಯಕ್ರಮಗಳಿಗೆ ಬರಬೇಕು ಎಂದು ಒತ್ತಾಯಿಸುವುದು ಸರಿಯಲ್ಲ ಎಂದು ಹೇಳಿದ್ದಾರೆ. ಸ್ಯಾಂಡಲ್‌ವುಡ್ ನಟರು ಮತ್ತು ನಿರ್ದೇಶಕರು ಈ ಹೇಳಿಕೆಯ ಕುರಿತು ಭಿನ್ನ ಅಭಿಪ್ರಾಯ ವ್ಯಕ್ತಪಡಿಸಿದ್ದು ಚಿತ್ರರಂಗದ ಹಿರಿಯರು ಸೌಹಾರ್ದತೆಯಿಂದ ಸಮಸ್ಯೆ ಬಗೆಹರಿಸಿಕೊಳ್ಳಬೇಕು ಎಂದಿದ್ದಾರೆ. ನಟ್ಟು ಬೋಲ್ಟ್ ಟೈಟ್ ಮಾಡುವುದು ಗೊತ್ತಿದೆ ಎಂದು ಡಿಕೆಶಿ ಹೇಳಿದ್ದರು ಎಂದು ಕಾಂಗ್ರೆಸ್ ಪಕ್ಷದ ಹಿರಿಯ ನಾಯಕರು ಸಮರ್ಥಿಸಿಕೊಂಡಿದ್ದಾರೆ. ಈ ವಿಷಯ ಸಾಮಾಜಿಕ ಜಾಲತಾಣದಲ್ಲಿ ಭಾರಿ ಚರ್ಚೆಗೆ ಗ್ರಾಸವಾಗಿದ್ದು ಹಲವರು ತಮ್ಮ ಅಭಿಪ್ರಾಯ ಹಂಚಿಕೊಂಡಿದ್ದಾರೆ ಎಂದು ವರದಿಯಾಗಿದೆ. <box>44 1651 242 2001</box>
contact-ad-2 <box>44 988 242 1170</box>
teaser-3[interactable] <box>749 378 1088 468</box>
hampi-col-1 <box>257 1833 484 2446</box>
teaser-2-line-2: ಒಬ್ಬರಿಗೂ ಚರ್ಮ ರೋಗ ಕಾಣಿಸಿಕೊಂಡಿಲ್ಲ <box>467 403 621 417</box>
ad2-line-5: ನಿರಾಂಸ ಸಂಪರ್ಕಿಸಬಹುದು <box>101 1113 185 1125</box>
publication-date: ಸೋಮವಾರ 03 ಮಾರ್ಚ್ 2025 <box>639 50 913 76</box>
